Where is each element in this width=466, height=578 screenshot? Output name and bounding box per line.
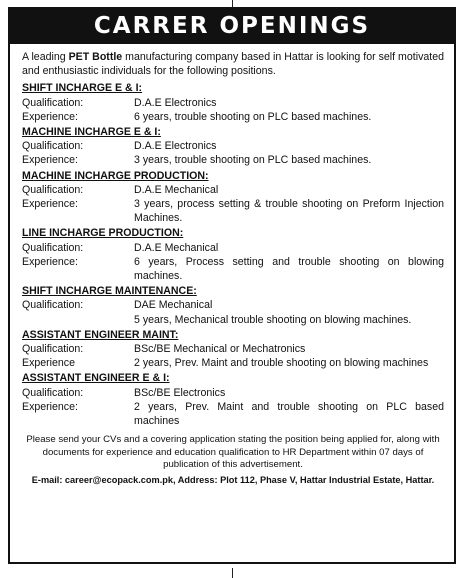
position-section [22, 371, 444, 428]
position-section [22, 328, 444, 371]
position-section [22, 169, 444, 226]
intro-suffix: manufacturing company based in Hattar is looking for self motivated and enthusiastic individuals for the following positions. [22, 51, 444, 78]
requirement-value: D.A.E Electronics [134, 96, 217, 109]
position-title: LINE INCHARGE PRODUCTION: [22, 227, 184, 240]
requirement-row [22, 356, 444, 370]
requirement-label: Experience: [22, 198, 78, 211]
requirement-row [22, 313, 444, 327]
requirement-row [22, 96, 444, 110]
crop-mark-bottom [232, 568, 233, 578]
requirement-row [22, 241, 444, 255]
position-section [22, 226, 444, 283]
positions-list [22, 81, 444, 428]
requirement-value: BSc/BE Electronics [134, 386, 226, 399]
requirement-value: 2 years, Prev. Maint and trouble shooting on blowing machines [134, 357, 429, 370]
instructions-text: Please send your CVs and a covering application stating the position being applied for, along with documents for experience and education qualification to HR Department within 07 days of publication of this advertisement. [26, 434, 440, 471]
position-section [22, 284, 444, 327]
requirement-label: Experience: [22, 400, 78, 413]
intro-prefix: A leading [22, 51, 69, 63]
requirement-label: Experience: [22, 255, 78, 268]
requirement-row [22, 255, 444, 283]
requirement-row [22, 400, 444, 428]
requirement-value: D.A.E Mechanical [134, 241, 219, 254]
requirement-value: 6 years, Process setting and trouble shooting on blowing machines. [134, 255, 444, 283]
contact-line: E-mail: career@ecopack.com.pk, Address: Plot 112, Phase V, Hattar Industrial Estate, Hattar. [31, 475, 435, 486]
requirement-value: D.A.E Electronics [134, 140, 217, 153]
application-instructions [22, 434, 444, 486]
requirement-row [22, 139, 444, 153]
requirement-row [22, 342, 444, 356]
requirement-label: Experience: [22, 110, 78, 123]
requirement-label: Experience: [22, 154, 78, 167]
position-title: SHIFT INCHARGE MAINTENANCE: [22, 285, 197, 298]
requirement-label: Qualification: [22, 386, 84, 399]
job-advertisement [8, 7, 456, 564]
requirement-label: Qualification: [22, 96, 84, 109]
requirement-row [22, 153, 444, 167]
position-title: ASSISTANT ENGINEER MAINT: [22, 328, 179, 341]
requirement-value: 5 years, Mechanical trouble shooting on blowing machines. [134, 313, 412, 326]
requirement-row [22, 298, 444, 312]
requirement-label: Qualification: [22, 183, 84, 196]
requirement-value: 6 years, trouble shooting on PLC based machines. [134, 110, 372, 123]
position-title: MACHINE INCHARGE PRODUCTION: [22, 169, 209, 182]
position-section [22, 81, 444, 124]
requirement-value: D.A.E Mechanical [134, 183, 219, 196]
requirement-row [22, 110, 444, 124]
requirement-row [22, 197, 444, 225]
requirement-row [22, 386, 444, 400]
requirement-label: Qualification: [22, 241, 84, 254]
requirement-label [22, 313, 134, 327]
intro-product: PET Bottle [68, 51, 123, 63]
requirement-value: 3 years, process setting & trouble shooting on Preform Injection Machines. [134, 198, 444, 225]
requirement-label: Experience [22, 357, 75, 370]
requirement-value: 3 years, trouble shooting on PLC based machines. [134, 154, 372, 167]
crop-mark-top [232, 0, 233, 7]
position-section [22, 125, 444, 168]
requirement-value: DAE Mechanical [134, 299, 213, 312]
position-title: SHIFT INCHARGE E & I: [22, 82, 143, 95]
requirement-value: BSc/BE Mechanical or Mechatronics [134, 343, 306, 356]
position-title: MACHINE INCHARGE E & I: [22, 126, 161, 139]
requirement-label: Qualification: [22, 140, 84, 153]
requirement-row [22, 183, 444, 197]
requirement-value: 2 years, Prev. Maint and trouble shooting on PLC based machines [134, 400, 444, 428]
ad-banner-title: CARRER OPENINGS [10, 9, 454, 44]
requirement-label: Qualification: [22, 299, 84, 312]
ad-content [10, 44, 454, 487]
intro-paragraph [22, 50, 444, 78]
position-title: ASSISTANT ENGINEER E & I: [22, 372, 170, 385]
requirement-label: Qualification: [22, 343, 84, 356]
